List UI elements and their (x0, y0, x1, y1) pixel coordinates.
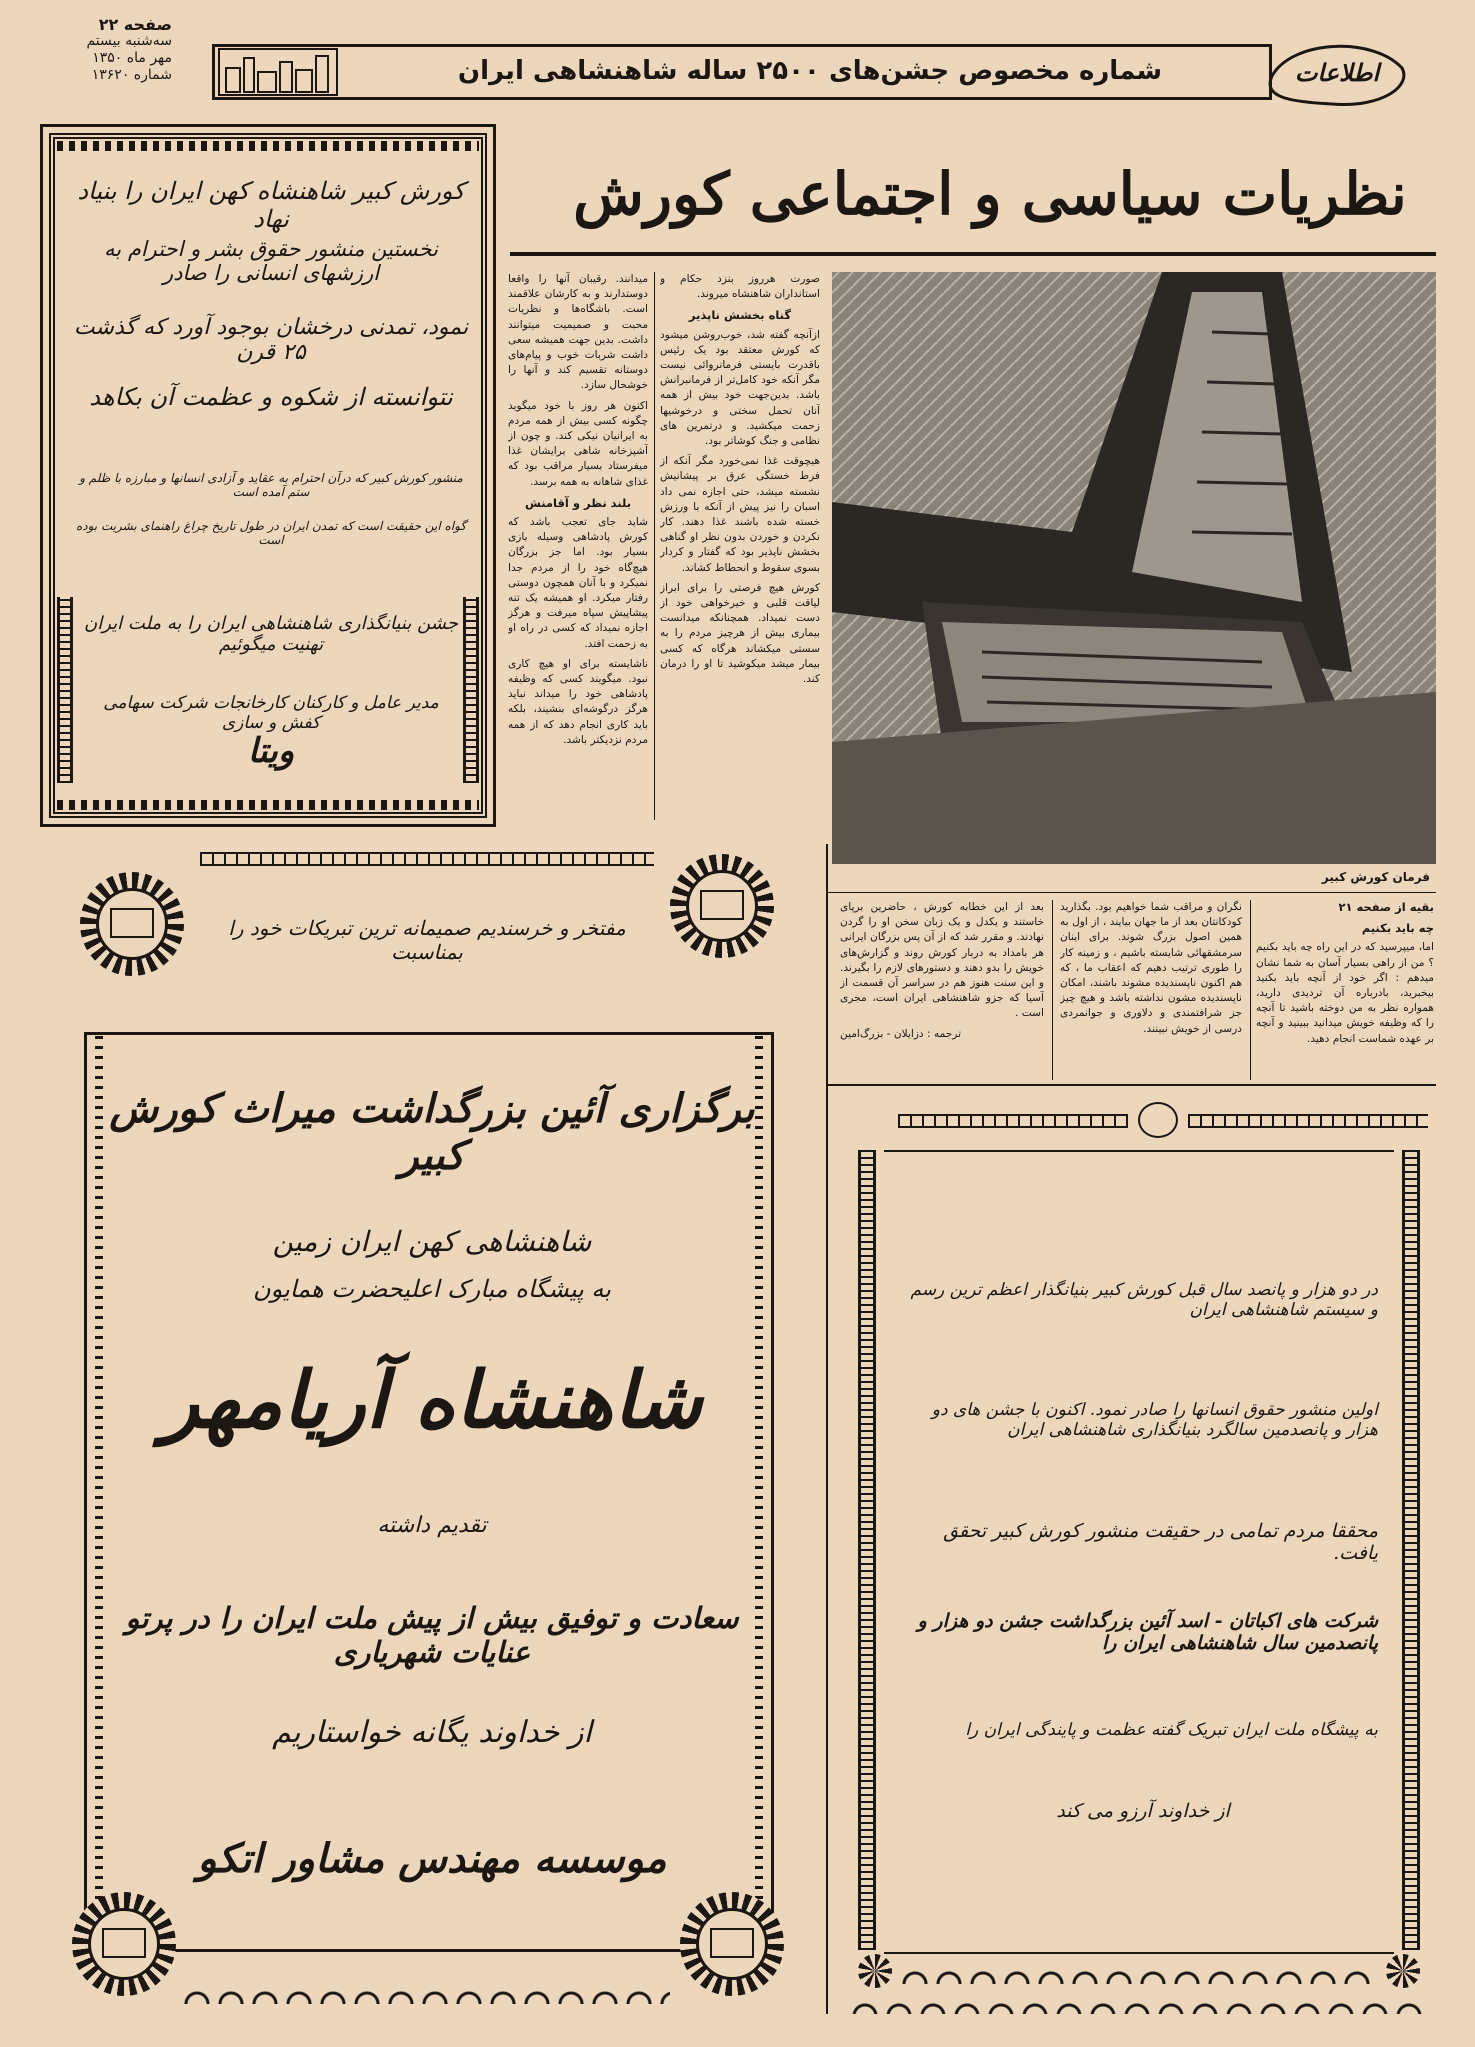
col3-subhead: چه باید بکنیم (1361, 921, 1434, 936)
article-headline: نظریات سیاسی و اجتماعی کورش (573, 160, 1407, 228)
pillar-right (463, 597, 479, 783)
ekbatan-line-1: در دو هزار و پانصد سال قبل کورش کبیر بنیانگذار اعظم ترین رسم و سیستم شاهنشاهی ایران (910, 1280, 1378, 1320)
vita-line-7: جشن بنیانگذاری شاهنشاهی ایران را به ملت ایران تهنیت میگوئیم (84, 613, 458, 655)
atko-line-2: شاهنشاهی کهن ایران زمین (272, 1225, 592, 1258)
vertical-page-rule (826, 844, 828, 2014)
col1-p4: کورش هیچ فرصتی را برای ابراز لیاقت قلبی و خیرخواهی خود از دست نمیداد. همچنانکه میدانست بیماری بیش از هرچیز مردم را به سستی میکشاند هرگاه که کسی بیمار میشد میکوشید تا او را درمان کند. (660, 581, 820, 686)
atko-line-4: تقدیم داشته (377, 1513, 487, 1538)
pillar-left (858, 1150, 876, 1950)
col4-p1: نگران و مراقب شما خواهیم بود. بگذارید کودکانتان بعد از ما جهان بیایند ، از اول به همین اصول بزرگ شوند. برای اینان سرمشقهائی شایسته باشیم ، و زمینه کار را طوری ترتیب دهیم که اعقاب ما ، که هم اکنون ناپسندیده مشوند باشند، امکان ناپسندیده مشون نداشته باشد و هیچ چیز جز شرافتمندی و دلاوری و جوانمردی درسی از خویش نبینند. (1060, 901, 1242, 1035)
vita-line-1: کورش کبیر شاهنشاه کهن ایران را بنیاد نهاد (77, 177, 465, 233)
column-rule (1250, 900, 1251, 1080)
ekbatan-line-6: از خداوند آرزو می کند (1056, 1800, 1230, 1822)
issue-date: مهر ماه ۱۳۵۰ (92, 50, 172, 66)
greek-key-border (898, 1114, 1128, 1128)
atko-inner-frame (84, 1032, 774, 1952)
article-column-4 (1060, 900, 1242, 1076)
vita-line-3: نمود، تمدنی درخشان بوجود آورد که گذشت ۲۵ قرن (73, 315, 469, 365)
atko-signature: موسسه مهندس مشاور اتکو (197, 1835, 667, 1882)
ekbatan-line-3: محققا مردم تمامی در حقیقت منشور کورش کبیر تحقق یافت. (943, 1520, 1378, 1564)
atko-line-3: به پیشگاه مبارک اعلیحضرت همایون (253, 1275, 611, 1303)
vita-line-6: گواه این حقیقت است که تمدن ایران در طول تاریخ چراغ راهنمای بشریت بوده است (75, 519, 467, 547)
banner-title: شماره مخصوص جشن‌های ۲۵۰۰ ساله شاهنشاهی ایران (457, 56, 1163, 86)
vita-line-8: مدیر عامل و کارکنان کارخانجات شرکت سهامی کفش و سازی (103, 693, 439, 733)
article-column-1 (660, 272, 820, 820)
atko-line-6: از خداوند یگانه خواستاریم (272, 1715, 592, 1750)
crown-emblem-icon (1138, 1102, 1178, 1138)
col5-p1: بعد از این خطابه کورش ، حاضرین برپای خاستند و یکدل و یک زبان سخن او را گردن نهادند. و مقرر شد که از آن پس بزرگان ایرانی هر بامداد به دربار کورش روند و گزارش‌های خویش را بدو دهند و دستورهای لازم را بگیرند. و این سنت هنوز هم در سراسر آن قسمت از آسیا که جزو شاهنشاهی ایران است، مجری است . (840, 901, 1044, 1020)
column-rule (1052, 900, 1053, 1080)
pillar-left (57, 597, 73, 783)
col2-p3: شاید جای تعجب باشد که کورش پادشاهی وسیله بازی بسیار بود. اما جز بزرگان هیچ‌گاه خود را از مردم جدا نمیکرد و با آنان همچون دوستی رفتار میکرد. او همیشه یک تنه پیشاپیش سپاه میرفت و هرگز اجازه نمیداد که کسی در راه او به زحمت افتد. (508, 516, 648, 650)
vita-line-5: منشور کورش کبیر که درآن احترام به عقاید و آزادی انسانها و مبارزه با ظلم و ستم آمده است (79, 471, 463, 499)
ekbatan-line-5: به پیشگاه ملت ایران تبریک گفته عظمت و پایندگی ایران را (965, 1720, 1378, 1740)
newspaper-logo (1262, 38, 1412, 110)
vita-brand: ویتا (247, 731, 295, 771)
bottom-article-rule (826, 1084, 1436, 1086)
caption-rule (826, 892, 1436, 893)
atko-line-1: برگزاری آئین بزرگداشت میراث کورش کبیر (109, 1085, 755, 1179)
article-column-2 (508, 272, 648, 820)
rosette-ornament (680, 1892, 784, 1996)
column-rule (654, 272, 655, 820)
col2-p4: ناشایسته برای او هیچ کاری نبود. میگویند کسی که وظیفه پادشاهی خود را میداند نباید هرگز درگوشه‌ای بنشیند، بلکه باید کاری انجام دهد که از همه مردم نزدیکتر باشد. (508, 657, 648, 746)
ekbatan-line-4: شرکت های اکباتان - اسد آئین بزرگداشت جشن دو هزار و پانصدمین سال شاهنشاهی ایران را (917, 1610, 1378, 1654)
headline-rule (510, 252, 1436, 256)
city-skyline-illustration (218, 48, 338, 96)
pillar-right (1402, 1150, 1420, 1950)
arch-border (898, 1958, 1378, 1984)
arch-border (180, 1978, 670, 2004)
ornamental-border-bottom (57, 800, 479, 810)
col1-p3: هیچوقت غذا نمی‌خورد مگر آنکه از فرط خستگی عرق بر پیشانیش نشسته میشد، حتی اجازه نمی داد اسبان را نیز پیش از آنکه با ورزش خسته شده باشند غذا دهند. کار نکردن و خوردن بدون نظر او گناهی بخشش ناپذیر بود که گفتار و کردار بسوی سقوط و انحطاط کشاند. (660, 455, 820, 574)
ekbatan-ad (838, 1100, 1440, 2018)
issue-meta (42, 16, 172, 84)
col2-p2: اکنون هر روز با خود میگوید چگونه کسی بیش از همه مردم به ایرانیان نیکی کند. و چون از آشپزخانه شاهی برایشان غذا میفرستاد بسیار مراقب بود که غذای شاهانه به همه برسد. (508, 399, 648, 488)
col2-subhead: بلند نظر و آقامنش (524, 495, 632, 510)
page-number: صفحه ۲۲ (98, 15, 172, 34)
flower-ornament-icon (1386, 1954, 1420, 1988)
vita-line-4: نتوانسته از شکوه و عظمت آن بکاهد (89, 383, 453, 411)
ornamental-border-top (57, 141, 479, 151)
weekday: سه‌شنبه بیستم (86, 33, 172, 49)
cyrus-decree-photo (832, 272, 1436, 864)
flower-ornament-icon (858, 1954, 892, 1988)
article-column-5 (840, 900, 1044, 1076)
greek-key-border (200, 852, 654, 866)
article-column-3 (1256, 900, 1434, 1076)
atko-title: شاهنشاه آریامهر (161, 1355, 703, 1446)
rosette-ornament (80, 872, 184, 976)
rosette-ornament (670, 854, 774, 958)
logo-text: اطلاعات (1294, 58, 1380, 87)
atko-ad (40, 842, 816, 2018)
col5-credit: ترجمه : دزایلان - بزرگ‌امین (840, 1027, 962, 1040)
vita-line-2: نخستین منشور حقوق بشر و احترام به ارزشهای انسانی را صادر (104, 237, 438, 285)
greek-key-border (1188, 1114, 1428, 1128)
atko-line-5: سعادت و توفیق بیش از پیش ملت ایران را در پرتو عنایات شهریاری (125, 1601, 739, 1669)
col1-p1: صورت هرروز بنزد حکام و استانداران شاهنشاه میروند. (660, 273, 820, 301)
ekbatan-line-2: اولین منشور حقوق انسانها را صادر نمود. اکنون با جشن های دو هزار و پانصدمین سالگرد بنیانگذاری شاهنشاهی ایران (931, 1400, 1378, 1440)
issue-number: شماره ۱۳۶۲۰ (91, 67, 172, 83)
atko-intro: مفتخر و خرسندیم صمیمانه ترین تبریکات خود را بمناسبت (228, 916, 626, 964)
col1-p2: ازآنچه گفته شد، خوب‌روشن میشود که کورش معتقد بود یک رئیس باقدرت بایستی فرمانروائی نیست مگر آنکه خود کامل‌تر از فرمانبرانش باشد. بدین‌جهت خود بیش از همه آنان تحمل سختی و درخوشیها زحمت میکشید. و درتمرین های نظامی و جنگ کوشاتر بود. (660, 328, 820, 448)
photo-caption: فرمان کورش کبیر (1321, 870, 1430, 884)
col2-p1: میدانند. رقیبان آنها را واقعا دوستدارند و به کارشان علاقمند است. باشگاه‌ها و نظریات محبت و صمیمیت میتوانند داشت. بدین جهت همیشه سعی داشت شربات خوب و پیام‌های دوستانه تقسیم کند و آنها را خوشحال سازد. (508, 273, 648, 392)
col1-subhead: گناه بخشش ناپذیر (688, 308, 792, 323)
col3-continued: بقیه از صفحه ۲۱ (1338, 900, 1434, 914)
rosette-ornament (72, 1892, 176, 1996)
col3-p1: اما، میپرسید که در این راه چه باید بکنیم ؟ من از راهی بسیار آسان به شما نشان میدهم : اگر خود از آنچه باید بکنید بیخبرید، بادرباره آن تردیدی دارید، همواره نظر به من دوخته باشید تا آنچه را که وظیفه خویش میدانید ببینید و آنچه بر عهده شماست انجام دهید. (1256, 941, 1434, 1045)
arch-border (848, 1990, 1430, 2014)
vita-ad (40, 124, 496, 827)
